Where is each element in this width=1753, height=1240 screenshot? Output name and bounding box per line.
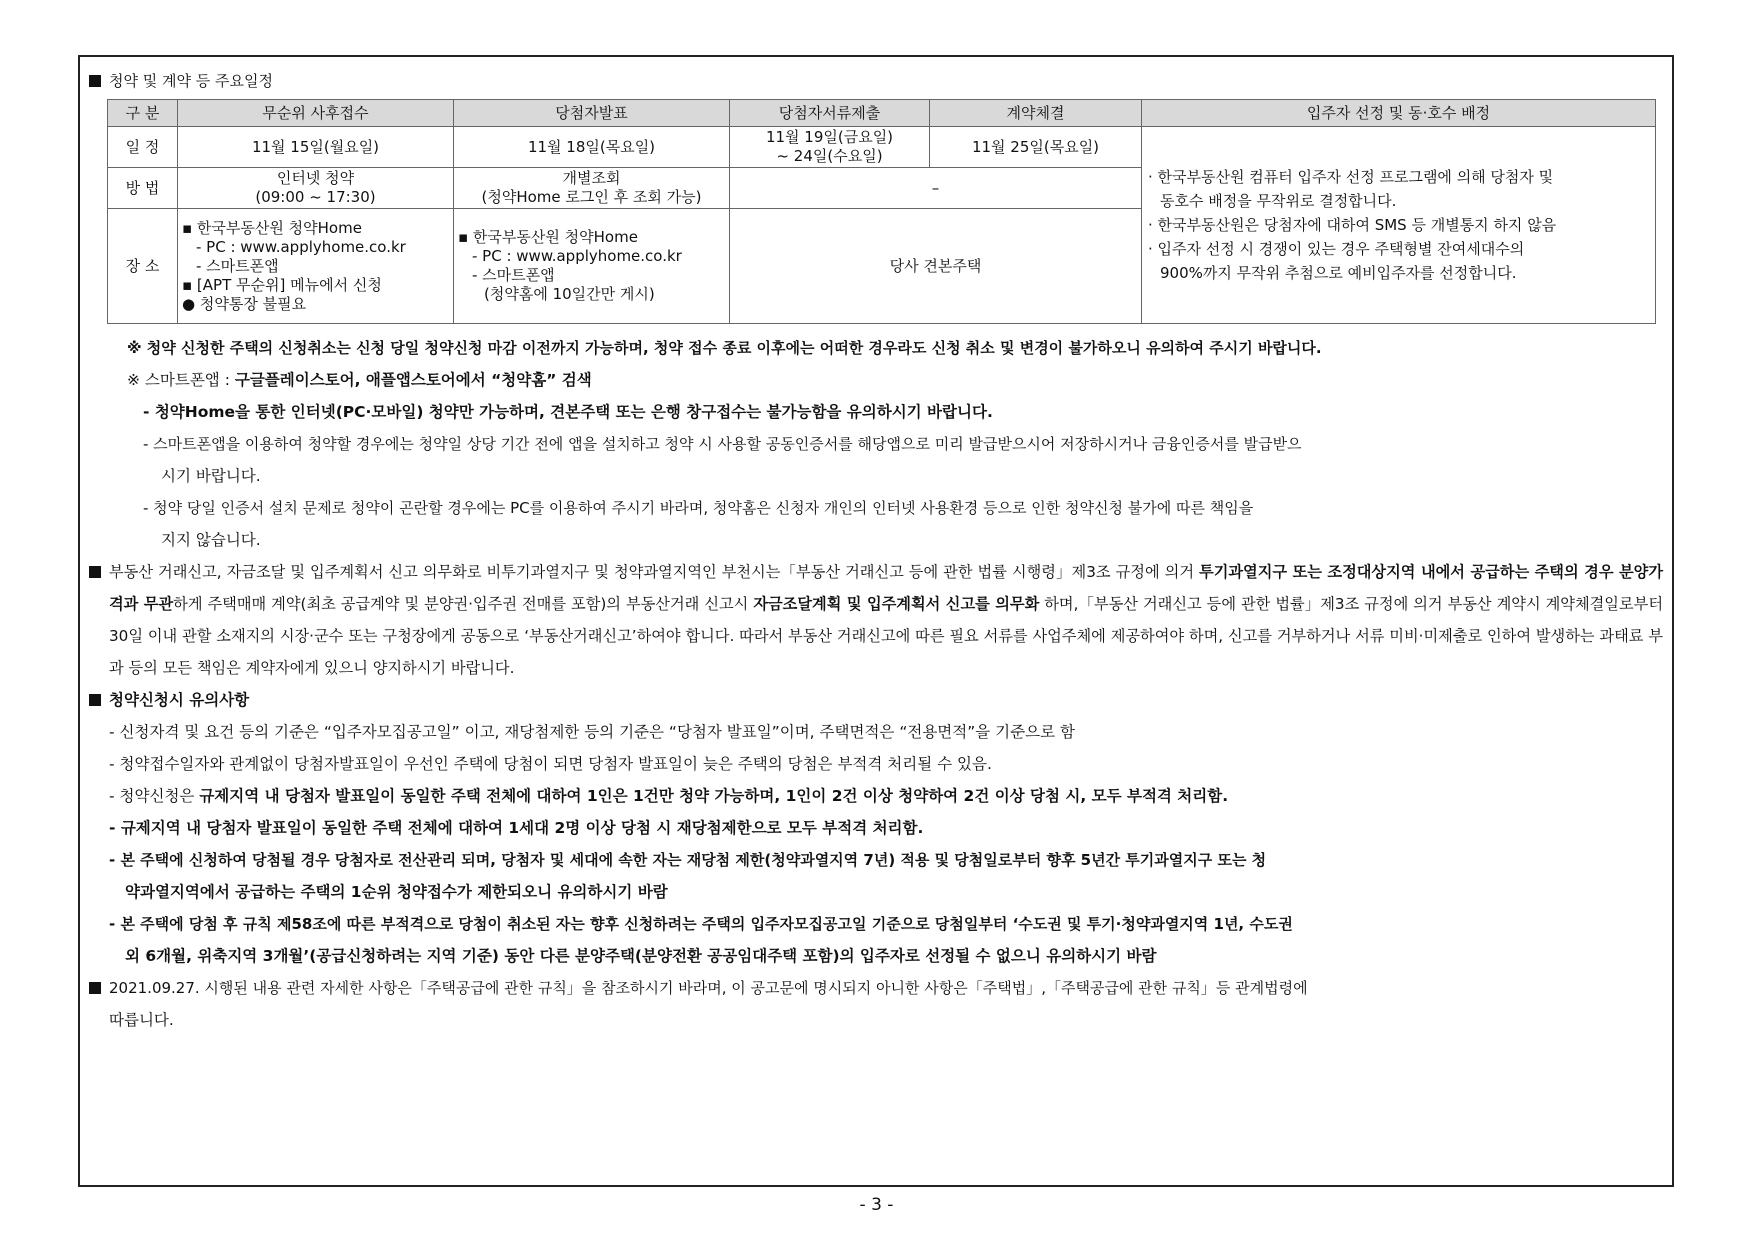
regulation-note-cont: 따릅니다. — [109, 1011, 174, 1029]
table-cell — [454, 168, 730, 209]
table-cell: – — [730, 168, 1142, 209]
cell-line: (청약홈에 10일간만 게시) — [484, 285, 655, 303]
cell-line: (청약Home 로그인 후 조회 가능) — [481, 188, 702, 206]
row-label: 방 법 — [108, 168, 178, 209]
table-cell — [730, 127, 930, 168]
header-cell: 구 분 — [108, 100, 178, 127]
section-heading-cautions — [89, 684, 1663, 716]
desc-line: · 입주자 선정 시 경쟁이 있는 경우 주택형별 잔여세대수의 — [1148, 240, 1525, 258]
table-cell — [178, 209, 454, 324]
note-line: - 청약 당일 인증서 설치 문제로 청약이 곤란할 경우에는 PC를 이용하여 주시기 바라며, 청약홈은 신청자 개인의 인터넷 사용환경 등으로 인한 청약신청 불가에 따른 책임을 — [143, 499, 1254, 517]
note-prefix: ※ 스마트폰앱 : — [127, 371, 235, 389]
table-cell: 11월 18일(목요일) — [454, 127, 730, 168]
desc-line: · 한국부동산원은 당첨자에 대하여 SMS 등 개별통지 하지 않음 — [1148, 216, 1557, 234]
regulation-note — [89, 972, 1663, 1004]
note-line: - 스마트폰앱을 이용하여 청약할 경우에는 청약일 상당 기간 전에 앱을 설치하고 청약 시 사용할 공동인증서를 해당앱으로 미리 발급받으시어 저장하시거나 금융인증서를 발급받으 — [143, 435, 1302, 453]
cell-line: 11월 19일(금요일) — [765, 128, 894, 146]
cell-line: (09:00 ~ 17:30) — [255, 188, 376, 206]
row-label: 일 정 — [108, 127, 178, 168]
table-cell: 당사 견본주택 — [730, 209, 1142, 324]
table-cell — [178, 168, 454, 209]
table-row-schedule — [108, 127, 1656, 168]
table-cell: 11월 15일(월요일) — [178, 127, 454, 168]
header-cell: 무순위 사후접수 — [178, 100, 454, 127]
section-heading-schedule — [89, 69, 1663, 93]
cell-line: ~ 24일(수요일) — [776, 147, 883, 165]
caution-prefix: - 청약신청은 — [109, 787, 200, 805]
page-frame — [78, 55, 1674, 1187]
regulation-text: 2021.09.27. 시행된 내용 관련 자세한 사항은「주택공급에 관한 규칙」을 참조하시기 바라며, 이 공고문에 명시되지 아니한 사항은「주택법」,「주택공급에 관한 규칙」등 관계법령에 — [109, 979, 1308, 997]
caution-item — [89, 780, 1663, 812]
header-cell: 당첨자발표 — [454, 100, 730, 127]
cell-line: ● 청약통장 불필요 — [182, 294, 307, 313]
note-line — [89, 364, 1663, 396]
caution-item: - 규제지역 내 당첨자 발표일이 동일한 주택 전체에 대하여 1세대 2명 이상 당첨 시 재당첨제한으로 모두 부적격 처리함. — [109, 819, 924, 837]
caution-item: - 신청자격 및 요건 등의 기준은 “입주자모집공고일” 이고, 재당첨제한 등의 기준은 “당첨자 발표일”이며, 주택면적은 “전용면적”을 기준으로 함 — [109, 723, 1075, 741]
row-label: 장 소 — [108, 209, 178, 324]
header-cell: 당첨자서류제출 — [730, 100, 930, 127]
table-cell — [454, 209, 730, 324]
reporting-paragraph — [89, 556, 1663, 684]
para-text: 부동산 거래신고, 자금조달 및 입주계획서 신고 의무화로 비투기과열지구 및 청약과열지역인 부천시는「부동산 거래신고 등에 관한 법률 시행령」제3조 규정에 의거 — [109, 563, 1200, 581]
section-title: 청약신청시 유의사항 — [109, 691, 250, 709]
cell-line: - 스마트폰앱 — [472, 266, 555, 284]
page-number: - 3 - — [859, 1195, 894, 1215]
note-line: ※ 청약 신청한 주택의 신청취소는 신청 당일 청약신청 마감 이전까지 가능하며, 청약 접수 종료 이후에는 어떠한 경우라도 신청 취소 및 변경이 불가하오니 유의하여 주시기 바랍니다. — [127, 339, 1322, 357]
note-line: - 청약Home을 통한 인터넷(PC·모바일) 청약만 가능하며, 견본주택 또는 은행 창구접수는 불가능함을 유의하시기 바랍니다. — [143, 403, 993, 421]
square-bullet-icon — [89, 982, 101, 994]
header-cell: 계약체결 — [930, 100, 1142, 127]
caution-item: - 청약접수일자와 관계없이 당첨자발표일이 우선인 주택에 당첨이 되면 당첨자 발표일이 늦은 주택의 당첨은 부적격 처리될 수 있음. — [109, 755, 992, 773]
page-content — [89, 69, 1663, 1036]
note-emphasis: 구글플레이스토어, 애플앱스토어에서 “청약홈” 검색 — [234, 371, 592, 389]
square-bullet-icon — [89, 694, 101, 706]
para-emphasis: 자금조달계획 및 입주계획서 신고를 의무화 — [753, 595, 1040, 613]
desc-line: 동호수 배정을 무작위로 결정합니다. — [1160, 192, 1397, 210]
desc-line: 900%까지 무작위 추첨으로 예비입주자를 선정합니다. — [1160, 264, 1517, 282]
cell-line: 인터넷 청약 — [276, 169, 355, 187]
header-cell: 입주자 선정 및 동·호수 배정 — [1142, 100, 1656, 127]
square-bullet-icon — [89, 566, 101, 578]
selection-description-cell — [1142, 127, 1656, 324]
note-line: 지지 않습니다. — [161, 531, 261, 549]
para-emphasis: 투기과열지구 또는 조정대상지역 내에서 공급하는 주택의 경우 분양가격과 무관 — [109, 563, 1664, 613]
caution-item: 약과열지역에서 공급하는 주택의 1순위 청약접수가 제한되오니 유의하시기 바람 — [125, 883, 668, 901]
cell-line: ▪ [APT 무순위] 메뉴에서 신청 — [182, 275, 382, 294]
cell-line: 개별조회 — [562, 169, 621, 187]
note-line: 시기 바랍니다. — [161, 467, 261, 485]
caution-item: - 본 주택에 당첨 후 규칙 제58조에 따른 부적격으로 당첨이 취소된 자는 향후 신청하려는 주택의 입주자모집공고일 기준으로 당첨일부터 ‘수도권 및 투기·청약과열지역 1년, 수도권 — [109, 915, 1293, 933]
caution-emphasis: 규제지역 내 당첨자 발표일이 동일한 주택 전체에 대하여 1인은 1건만 청약 가능하며, 1인이 2건 이상 청약하여 2건 이상 당첨 시, 모두 부적격 처리함. — [199, 787, 1229, 805]
table-cell: 11월 25일(목요일) — [930, 127, 1142, 168]
cell-line: - PC : www.applyhome.co.kr — [472, 247, 682, 265]
desc-line: · 한국부동산원 컴퓨터 입주자 선정 프로그램에 의해 당첨자 및 — [1148, 168, 1554, 186]
cell-line: ▪ 한국부동산원 청약Home — [182, 218, 362, 237]
schedule-table — [107, 99, 1656, 324]
caution-item: 외 6개월, 위축지역 3개월’(공급신청하려는 지역 기준) 동안 다른 분양주택(분양전환 공공임대주택 포함)의 입주자로 선정될 수 없으니 유의하시기 바람 — [125, 947, 1157, 965]
table-header-row — [108, 100, 1656, 127]
caution-item: - 본 주택에 신청하여 당첨될 경우 당첨자로 전산관리 되며, 당첨자 및 세대에 속한 자는 재당첨 제한(청약과열지역 7년) 적용 및 당첨일로부터 향후 5년간 투기과열지구 또는 청 — [109, 851, 1267, 869]
section-title: 청약 및 계약 등 주요일정 — [109, 72, 273, 90]
notice-body — [89, 332, 1663, 1036]
square-bullet-icon — [89, 75, 101, 87]
cell-line: ▪ 한국부동산원 청약Home — [458, 228, 638, 246]
para-text: 하며,「부동산 거래신고 등에 관한 법률」제3조 규정에 의거 부동산 계약시 계약체결일로부터 30일 이내 관할 소재지의 시장·군수 또는 구청장에게 공동으로 ‘부동산거래신고’하여야 합니다. 따라서 부동산 거래신고에 따른 필요 서류를 사업주체에 제공하여야 하며, 신고를 거부하거나 서류 미비·미제출로 인하여 발생하는 과태료 부과 등의 모든 책임은 계약자에게 있으니 양지하시기 바랍니다. — [109, 595, 1663, 677]
cell-line: - PC : www.applyhome.co.kr — [196, 237, 406, 256]
cell-line: - 스마트폰앱 — [196, 256, 279, 275]
para-text: 하게 주택매매 계약(최초 공급계약 및 분양권·입주권 전매를 포함)의 부동산거래 신고시 — [173, 595, 754, 613]
